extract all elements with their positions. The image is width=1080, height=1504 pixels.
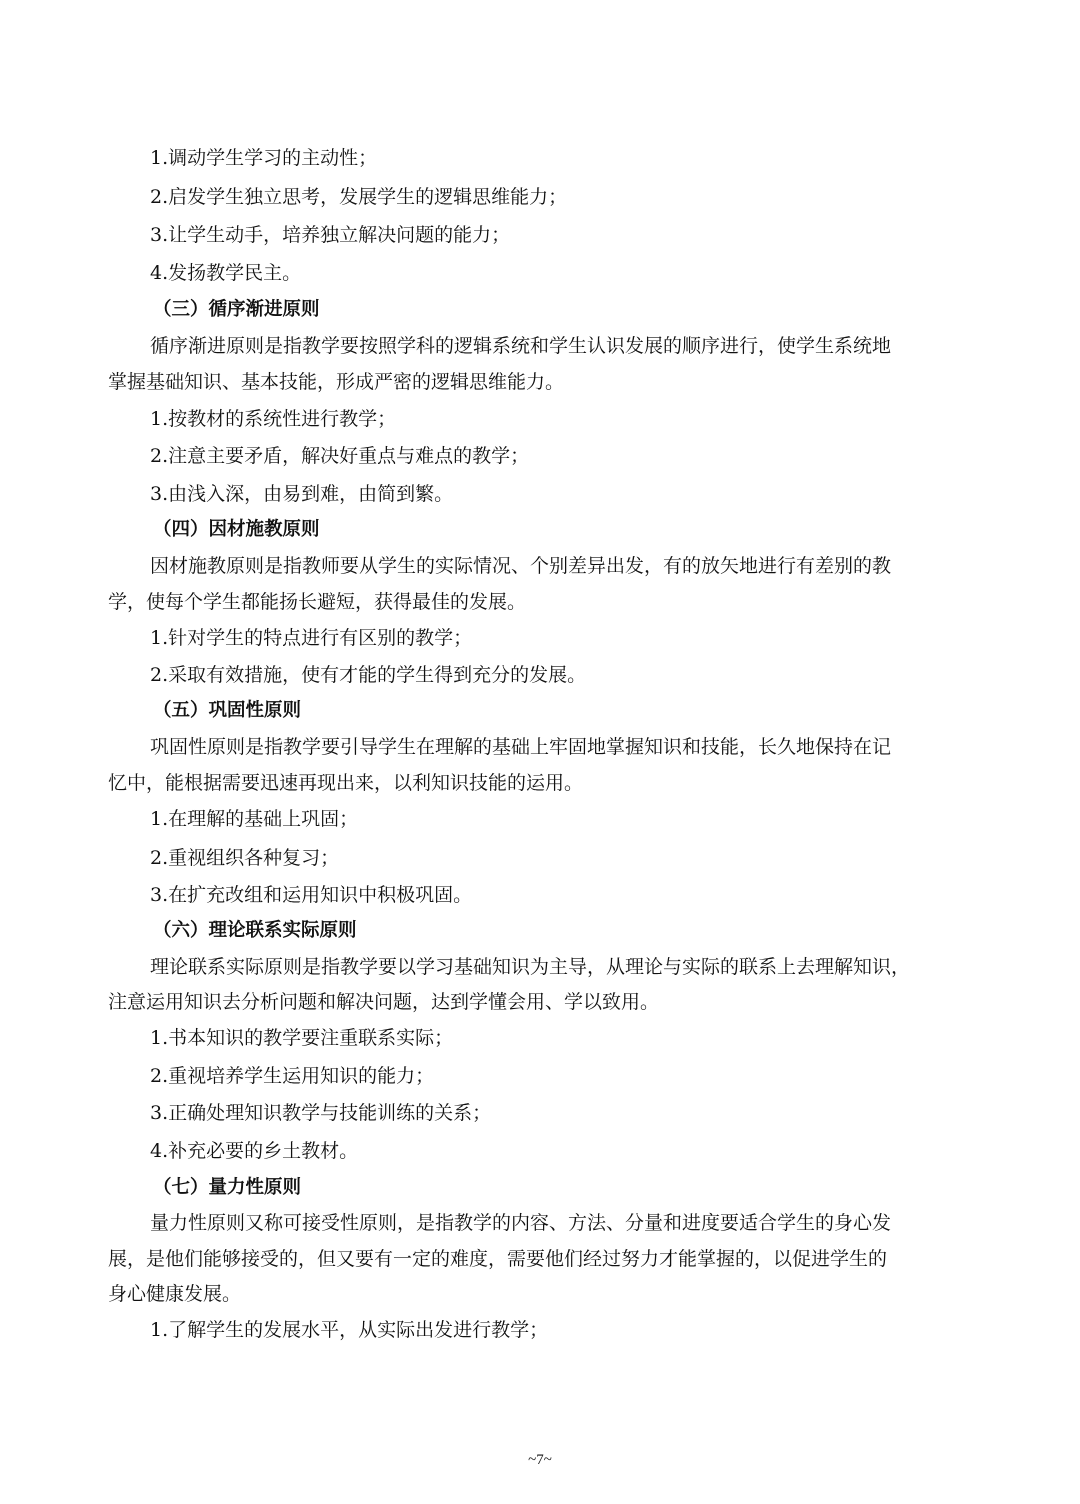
paragraph-line: 巩固性原则是指教学要引导学生在理解的基础上牢固地掌握知识和技能，长久地保持在记 xyxy=(150,736,892,758)
paragraph-line: 忆中，能根据需要迅速再现出来，以利知识技能的运用。 xyxy=(108,772,584,794)
paragraph-line: 学，使每个学生都能扬长避短，获得最佳的发展。 xyxy=(108,591,527,613)
paragraph-line: 展，是他们能够接受的，但又要有一定的难度，需要他们经过努力才能掌握的，以促进学生的 xyxy=(108,1248,888,1270)
list-item: 1.调动学生学习的主动性； xyxy=(150,147,378,169)
list-item: 3.由浅入深，由易到难，由简到繁。 xyxy=(150,483,454,505)
list-item: 2.重视组织各种复习； xyxy=(150,847,340,869)
list-item: 2.注意主要矛盾，解决好重点与难点的教学； xyxy=(150,445,530,467)
paragraph-line: 量力性原则又称可接受性原则，是指教学的内容、方法、分量和进度要适合学生的身心发 xyxy=(150,1212,892,1234)
list-item: 1.在理解的基础上巩固； xyxy=(150,808,359,830)
list-item: 1.针对学生的特点进行有区别的教学； xyxy=(150,627,473,649)
list-item: 2.启发学生独立思考，发展学生的逻辑思维能力； xyxy=(150,186,568,208)
list-item: 3.让学生动手，培养独立解决问题的能力； xyxy=(150,224,511,246)
list-item: 3.正确处理知识教学与技能训练的关系； xyxy=(150,1102,492,1124)
list-item: 1.书本知识的教学要注重联系实际； xyxy=(150,1027,454,1049)
paragraph-line: 身心健康发展。 xyxy=(108,1283,242,1305)
list-item: 4.补充必要的乡土教材。 xyxy=(150,1140,359,1162)
paragraph-line: 注意运用知识去分析问题和解决问题，达到学懂会用、学以致用。 xyxy=(108,991,660,1013)
list-item: 3.在扩充改组和运用知识中积极巩固。 xyxy=(150,884,473,906)
section-heading: （四）因材施教原则 xyxy=(153,519,320,540)
paragraph-line: 循序渐进原则是指教学要按照学科的逻辑系统和学生认识发展的顺序进行，使学生系统地 xyxy=(150,335,892,357)
list-item: 2.重视培养学生运用知识的能力； xyxy=(150,1065,435,1087)
section-heading: （三）循序渐进原则 xyxy=(153,299,320,320)
list-item: 1.了解学生的发展水平，从实际出发进行教学； xyxy=(150,1319,549,1341)
list-item: 1.按教材的系统性进行教学； xyxy=(150,408,397,430)
section-heading: （五）巩固性原则 xyxy=(153,700,302,721)
paragraph-line: 掌握基础知识、基本技能，形成严密的逻辑思维能力。 xyxy=(108,371,565,393)
section-heading: （六）理论联系实际原则 xyxy=(153,920,357,941)
list-item: 2.采取有效措施，使有才能的学生得到充分的发展。 xyxy=(150,664,587,686)
paragraph-line: 理论联系实际原则是指教学要以学习基础知识为主导，从理论与实际的联系上去理解知识， xyxy=(150,956,911,978)
section-heading: （七）量力性原则 xyxy=(153,1177,302,1198)
paragraph-line: 因材施教原则是指教师要从学生的实际情况、个别差异出发，有的放矢地进行有差别的教 xyxy=(150,555,892,577)
page-number: ~7~ xyxy=(528,1452,552,1468)
list-item: 4.发扬教学民主。 xyxy=(150,262,302,284)
